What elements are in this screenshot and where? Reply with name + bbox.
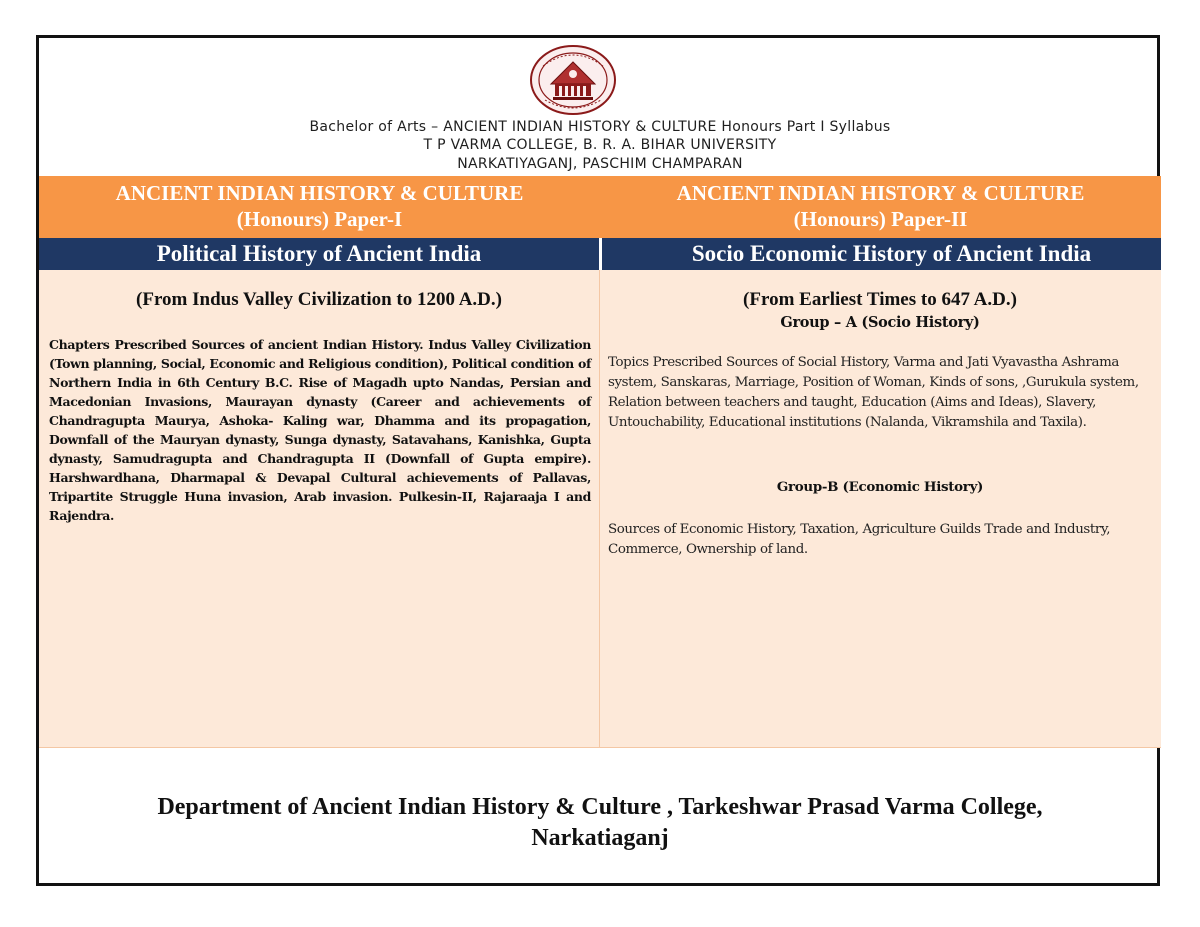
syllabus-title: Bachelor of Arts – ANCIENT INDIAN HISTORY & CULTURE Honours Part I Syllabus bbox=[309, 119, 891, 135]
footer-line1: Department of Ancient Indian History & Culture , Tarkeshwar Prasad Varma College, bbox=[157, 794, 1043, 820]
group-a-title: Group – A (Socio History) bbox=[780, 314, 980, 331]
paper-1-subject: Political History of Ancient India bbox=[156, 241, 482, 266]
university-seal-icon bbox=[529, 44, 617, 116]
paper-1-title-line1: ANCIENT INDIAN HISTORY & CULTURE bbox=[115, 181, 524, 205]
paper-2-period: (From Earliest Times to 647 A.D.) bbox=[743, 289, 1017, 310]
column-divider bbox=[599, 270, 600, 748]
group-a-text: Topics Prescribed Sources of Social History, Varma and Jati Vyavastha Ashrama system, Sanskaras, Marriage, Position of Woman, Kinds of sons, ,Gurukula system, Relation between teachers and taught, Education (Aims and Ideas), Slavery, Untouchability, Educational institutions (Nalanda, Vikramshila and Taxila). bbox=[608, 355, 1139, 430]
paper-2-subject: Socio Economic History of Ancient India bbox=[691, 241, 1092, 266]
footer-line2: Narkatiaganj bbox=[531, 825, 669, 851]
paper-1-period: (From Indus Valley Civilization to 1200 A.D.) bbox=[136, 289, 502, 310]
content-bottom-border bbox=[39, 747, 1161, 748]
paper-1-title bbox=[39, 176, 600, 238]
subject-divider bbox=[599, 238, 602, 270]
department-footer bbox=[40, 792, 1160, 854]
paper-1-title-line2: (Honours) Paper-I bbox=[236, 207, 403, 231]
college-name: T P VARMA COLLEGE, B. R. A. BIHAR UNIVERSITY bbox=[423, 137, 777, 153]
group-b-title: Group-B (Economic History) bbox=[776, 479, 984, 495]
paper-2-title-line1: ANCIENT INDIAN HISTORY & CULTURE bbox=[676, 181, 1085, 205]
paper-1-syllabus-text: Chapters Prescribed Sources of ancient Indian History. Indus Valley Civilization (Town planning, Social, Economic and Religious condition), Political condition of Northern India in 6th Century B.C. Rise of Magadh upto Nandas, Persian and Macedonian Invasions, Maurayan dynasty (Career and achievements of Chandragupta Maurya, Ashoka- Kaling war, Dhamma and its propagation, Downfall of the Mauryan dynasty, Sunga dynasty, Satavahans, Kanishka, Gupta dynasty, Samudragupta and Chandragupta II (Downfall of Gupta empire). Harshwardhana, Dharmapal & Devapal Cultural achievements of Pallavas, Tripartite Struggle Huna invasion, Arab invasion. Pulkesin-II, Rajaraaja I and Rajendra. bbox=[49, 337, 591, 523]
college-location: NARKATIYAGANJ, PASCHIM CHAMPARAN bbox=[457, 156, 743, 172]
paper-2-title-line2: (Honours) Paper-II bbox=[793, 207, 968, 231]
group-b-text: Sources of Economic History, Taxation, Agriculture Guilds Trade and Industry, Commerce, Ownership of land. bbox=[608, 522, 1111, 557]
paper-2-title bbox=[600, 176, 1161, 238]
